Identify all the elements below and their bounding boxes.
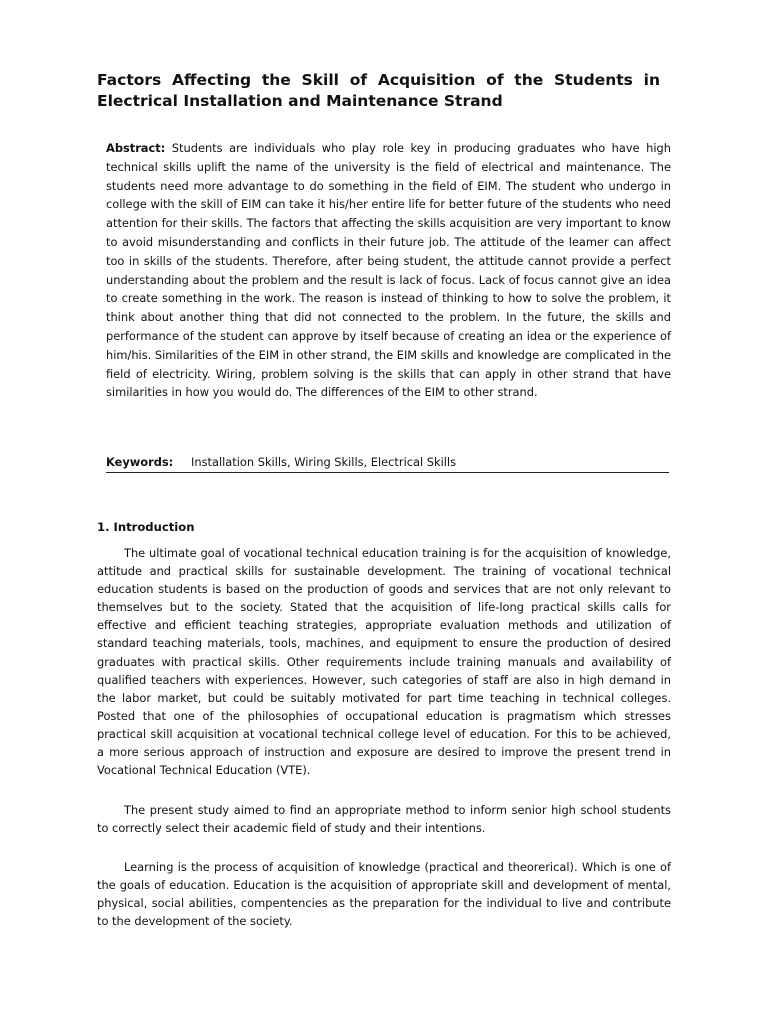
body-paragraph: The ultimate goal of vocational technical education training is for the acquisition of knowledge, attitude and practical skills for sustainable development. The training of vocational technical education students is based on the production of goods and services that are not only relevant to themselves but to the society. Stated that the acquisition of life-long practical skills calls for effective and efficient teaching strategies, appropriate evaluation methods and utilization of standard teaching materials, tools, machines, and equipment to ensure the production of desired graduates with practical skills. Other requirements include training manuals and availability of qualified teachers with experiences. However, such categories of staff are also in high demand in the labor market, but could be suitably motivated for part time teaching in technical colleges. Posted that one of the philosophies of occupational education is pragmatism which stresses practical skill acquisition at vocational technical college level of education. For this to be achieved, a more serious approach of instruction and exposure are desired to improve the present trend in Vocational Technical Education (VTE). (97, 546, 671, 778)
body-paragraph: The present study aimed to find an appropriate method to inform senior high school students to correctly select their academic field of study and their intentions. (97, 803, 671, 836)
keywords-label: Keywords: (106, 455, 174, 469)
body-paragraph: Learning is the process of acquisition of knowledge (practical and theorerical). Which is one of the goals of education. Education is the acquisition of appropriate skill and development of mental, physical, social abilities, compentencies as the preparation for the individual to live and contribute to the development of the society. (97, 860, 671, 929)
abstract (106, 139, 671, 402)
abstract-label: Abstract: (106, 141, 166, 155)
paper-title: Factors Affecting the Skill of Acquisition of the Students in Electrical Installation and Maintenance Strand (97, 71, 660, 110)
keywords-text: Installation Skills, Wiring Skills, Electrical Skills (191, 455, 457, 469)
keywords-line (106, 454, 669, 473)
abstract-text: Students are individuals who play role key in producing graduates who have high technical skills uplift the name of the university is the field of electrical and maintenance. The students need more advantage to do something in the field of EIM. The student who undergo in college with the skill of EIM can take it his/her entire life for better future of the students who need attention for their skills. The factors that affecting the skills acquisition are very important to know to avoid misunderstanding and conflicts in their future job. The attitude of the leamer can affect too in skills of the students. Therefore, after being student, the attitude cannot provide a perfect understanding about the problem and the result is lack of focus. Lack of focus cannot give an idea to create something in the work. The reason is instead of thinking to how to solve the problem, it think about another thing that did not connected to the problem. In the future, the skills and performance of the student can approve by itself because of creating an idea or the experience of him/his. Similarities of the EIM in other strand, the EIM skills and knowledge are complicated in the field of electricity. Wiring, problem solving is the skills that can apply in other strand that have similarities in how you would do. The differences of the EIM to other strand. (106, 141, 671, 400)
section-heading-introduction: 1. Introduction (97, 520, 195, 534)
